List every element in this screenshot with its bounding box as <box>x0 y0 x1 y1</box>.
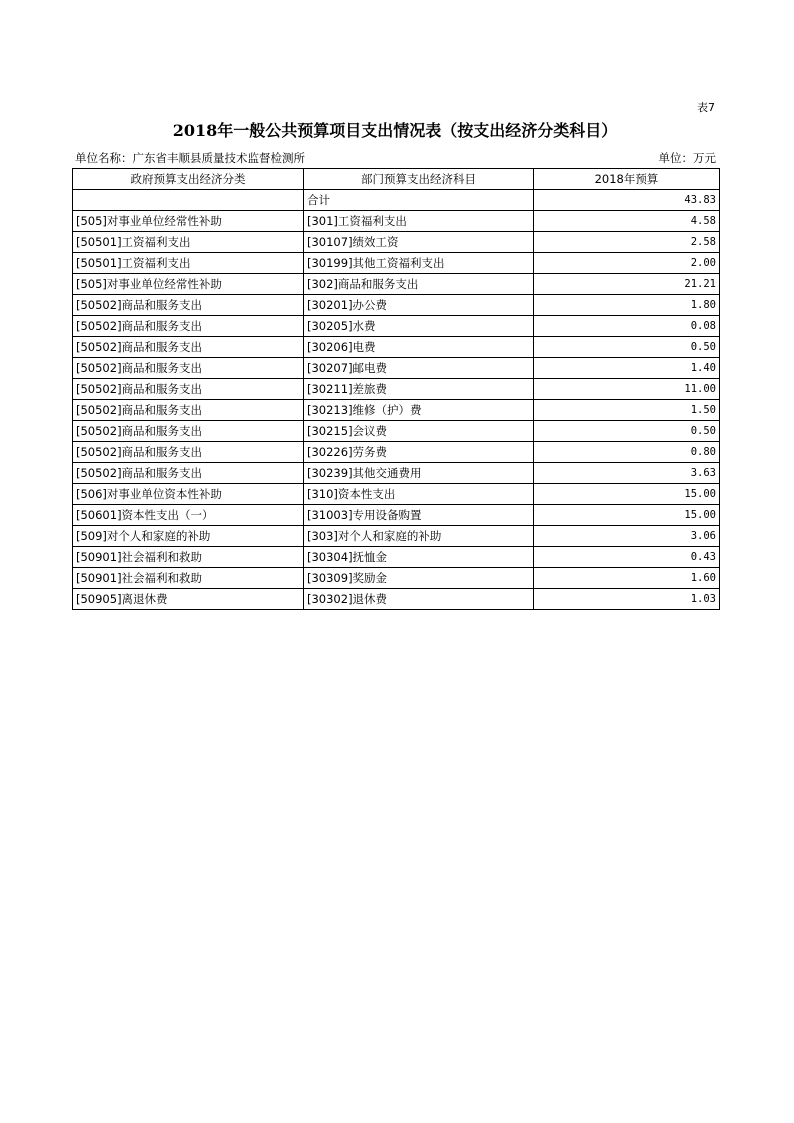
cell-gov-category: [506]对事业单位资本性补助 <box>73 484 304 505</box>
cell-gov-category: [50901]社会福利和救助 <box>73 547 304 568</box>
meta-row <box>75 150 718 166</box>
cell-gov-category: [505]对事业单位经常性补助 <box>73 274 304 295</box>
cell-amount: 0.50 <box>534 421 720 442</box>
unit-name: 单位名称：广东省丰顺县质量技术监督检测所 <box>75 151 305 165</box>
table-row <box>73 442 720 463</box>
cell-gov-category: [50501]工资福利支出 <box>73 232 304 253</box>
cell-amount: 1.80 <box>534 295 720 316</box>
table-row <box>73 337 720 358</box>
table-row <box>73 232 720 253</box>
cell-dept-category: [30201]办公费 <box>304 295 534 316</box>
table-row <box>73 463 720 484</box>
cell-gov-category: [50502]商品和服务支出 <box>73 463 304 484</box>
cell-dept-category: [30205]水费 <box>304 316 534 337</box>
table-row <box>73 400 720 421</box>
cell-dept-category: [30206]电费 <box>304 337 534 358</box>
cell-dept-category: [30207]邮电费 <box>304 358 534 379</box>
cell-amount: 2.58 <box>534 232 720 253</box>
cell-amount: 15.00 <box>534 505 720 526</box>
cell-gov-category: [50502]商品和服务支出 <box>73 442 304 463</box>
header-gov-category: 政府预算支出经济分类 <box>73 169 304 190</box>
table-row <box>73 211 720 232</box>
cell-dept-category: [301]工资福利支出 <box>304 211 534 232</box>
cell-dept-category: [30302]退休费 <box>304 589 534 610</box>
cell-amount: 3.06 <box>534 526 720 547</box>
budget-table <box>72 168 720 610</box>
table-row <box>73 589 720 610</box>
cell-gov-category: [50502]商品和服务支出 <box>73 358 304 379</box>
table-row <box>73 316 720 337</box>
table-row <box>73 484 720 505</box>
cell-amount: 1.03 <box>534 589 720 610</box>
table-number: 表7 <box>697 101 715 114</box>
cell-amount: 0.43 <box>534 547 720 568</box>
cell-dept-category: [30199]其他工资福利支出 <box>304 253 534 274</box>
cell-gov-category <box>73 190 304 211</box>
cell-amount: 1.40 <box>534 358 720 379</box>
cell-dept-category: [30215]会议费 <box>304 421 534 442</box>
cell-amount: 21.21 <box>534 274 720 295</box>
cell-amount: 2.00 <box>534 253 720 274</box>
table-row <box>73 274 720 295</box>
cell-dept-category: 合计 <box>304 190 534 211</box>
cell-dept-category: [303]对个人和家庭的补助 <box>304 526 534 547</box>
cell-gov-category: [50502]商品和服务支出 <box>73 379 304 400</box>
cell-dept-category: [30226]劳务费 <box>304 442 534 463</box>
cell-dept-category: [30211]差旅费 <box>304 379 534 400</box>
cell-amount: 15.00 <box>534 484 720 505</box>
cell-dept-category: [30304]抚恤金 <box>304 547 534 568</box>
cell-amount: 1.50 <box>534 400 720 421</box>
table-row <box>73 526 720 547</box>
cell-gov-category: [509]对个人和家庭的补助 <box>73 526 304 547</box>
table-body <box>73 190 720 610</box>
cell-dept-category: [31003]专用设备购置 <box>304 505 534 526</box>
cell-amount: 4.58 <box>534 211 720 232</box>
cell-gov-category: [50502]商品和服务支出 <box>73 421 304 442</box>
cell-dept-category: [30213]维修（护）费 <box>304 400 534 421</box>
cell-amount: 1.60 <box>534 568 720 589</box>
cell-dept-category: [30107]绩效工资 <box>304 232 534 253</box>
header-budget-2018: 2018年预算 <box>534 169 720 190</box>
table-row <box>73 547 720 568</box>
cell-gov-category: [50502]商品和服务支出 <box>73 337 304 358</box>
cell-gov-category: [50905]离退休费 <box>73 589 304 610</box>
table-row <box>73 421 720 442</box>
header-dept-category: 部门预算支出经济科目 <box>304 169 534 190</box>
cell-amount: 0.50 <box>534 337 720 358</box>
table-row <box>73 568 720 589</box>
table-header-row <box>73 169 720 190</box>
cell-gov-category: [50502]商品和服务支出 <box>73 400 304 421</box>
cell-dept-category: [30239]其他交通费用 <box>304 463 534 484</box>
cell-dept-category: [30309]奖励金 <box>304 568 534 589</box>
cell-amount: 0.08 <box>534 316 720 337</box>
cell-gov-category: [50501]工资福利支出 <box>73 253 304 274</box>
table-row <box>73 505 720 526</box>
cell-dept-category: [302]商品和服务支出 <box>304 274 534 295</box>
cell-gov-category: [50502]商品和服务支出 <box>73 316 304 337</box>
cell-gov-category: [50901]社会福利和救助 <box>73 568 304 589</box>
table-row <box>73 253 720 274</box>
currency-unit: 单位：万元 <box>658 151 716 165</box>
table-row <box>73 295 720 316</box>
table-row <box>73 190 720 211</box>
cell-gov-category: [50502]商品和服务支出 <box>73 295 304 316</box>
table-row <box>73 379 720 400</box>
cell-amount: 3.63 <box>534 463 720 484</box>
cell-amount: 43.83 <box>534 190 720 211</box>
page-title: 2018年一般公共预算项目支出情况表（按支出经济分类科目） <box>172 121 618 140</box>
table-row <box>73 358 720 379</box>
cell-gov-category: [505]对事业单位经常性补助 <box>73 211 304 232</box>
cell-amount: 11.00 <box>534 379 720 400</box>
cell-amount: 0.80 <box>534 442 720 463</box>
cell-dept-category: [310]资本性支出 <box>304 484 534 505</box>
cell-gov-category: [50601]资本性支出（一） <box>73 505 304 526</box>
